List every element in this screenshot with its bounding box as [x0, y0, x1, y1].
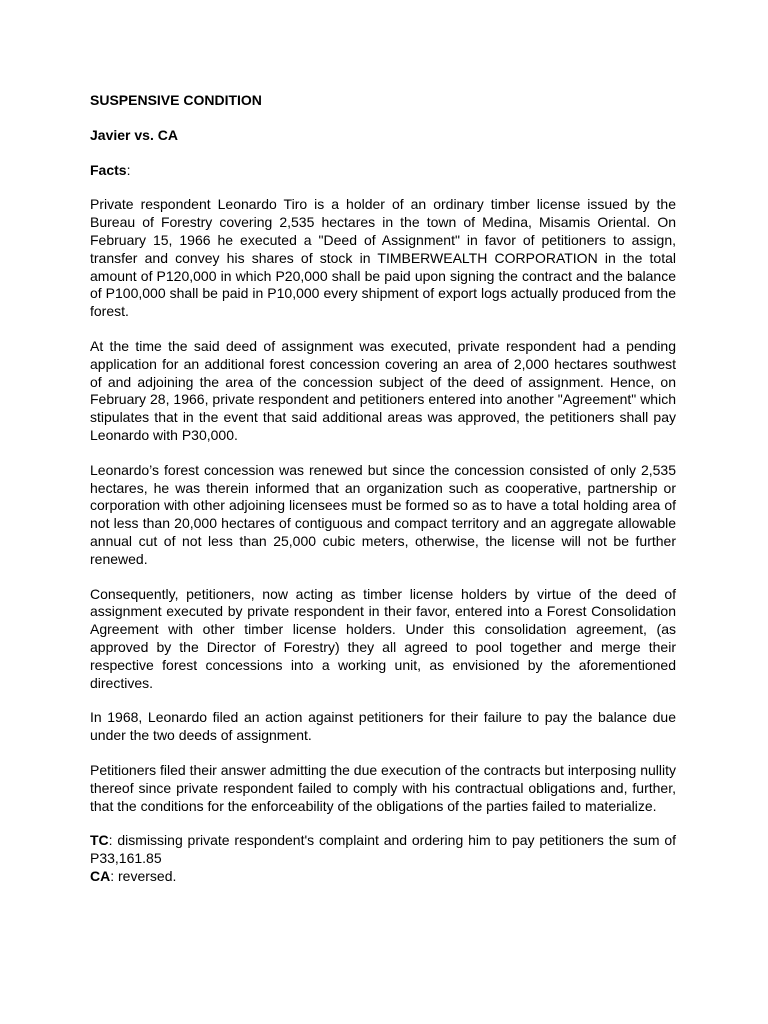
- facts-paragraph-1: Private respondent Leonardo Tiro is a holder of an ordinary timber license issued by the Bureau of Forestry covering 2,535 hectares in the town of Medina, Misamis Oriental. On February 15, 1966 he executed a "Deed of Assignment" in favor of petitioners to assign, transfer and convey his shares of stock in TIMBERWEALTH CORPORATION in the total amount of P120,000 in which P20,000 shall be paid upon signing the contract and the balance of P100,000 shall be paid in P10,000 every shipment of export logs actually produced from the forest.: [90, 196, 676, 320]
- tc-label: TC: [90, 832, 109, 849]
- facts-paragraph-6: Petitioners filed their answer admitting the due execution of the contracts but interposing nullity thereof since private respondent failed to comply with his contractual obligations and, further, that the conditions for the enforceability of the obligations of the parties failed to materialize.: [90, 761, 676, 814]
- tc-ruling: [90, 832, 676, 868]
- document-heading: SUSPENSIVE CONDITION: [90, 92, 262, 108]
- facts-colon: :: [126, 161, 131, 178]
- facts-paragraph-2: At the time the said deed of assignment was executed, private respondent had a pending application for an additional forest concession covering an area of 2,000 hectares southwest of and adjoining the area of the concession subject of the deed of assignment. Hence, on February 28, 1966, private respondent and petitioners entered into another "Agreement" which stipulates that in the event that said additional areas was approved, the petitioners shall pay Leonardo with P30,000.: [90, 337, 676, 443]
- facts-paragraph-3: Leonardo’s forest concession was renewed but since the concession consisted of only 2,535 hectares, he was therein informed that an organization such as cooperative, partnership or corporation with other adjoining licensees must be formed so as to have a total holding area of not less than 20,000 hectares of contiguous and compact territory and an aggregate allowable annual cut of not less than 25,000 cubic meters, otherwise, the license will not be further renewed.: [90, 461, 676, 567]
- ca-ruling: [90, 868, 676, 886]
- ca-text: : reversed.: [110, 867, 177, 884]
- tc-text: : dismissing private respondent's complaint and ordering him to pay petitioners the sum of P33,161.85: [90, 832, 676, 867]
- facts-label: Facts: [90, 161, 127, 178]
- case-title: Javier vs. CA: [90, 126, 178, 143]
- ca-label: CA: [90, 867, 111, 884]
- facts-paragraph-4: Consequently, petitioners, now acting as timber license holders by virtue of the deed of assignment executed by private respondent in their favor, entered into a Forest Consolidation Agreement with other timber license holders. Under this consolidation agreement, (as approved by the Director of Forestry) they all agreed to pool together and merge their respective forest concessions into a working unit, as envisioned by the aforementioned directives.: [90, 585, 676, 691]
- facts-paragraph-5: In 1968, Leonardo filed an action against petitioners for their failure to pay the balance due under the two deeds of assignment.: [90, 709, 676, 744]
- document-page: [90, 92, 676, 886]
- facts-label-line: [90, 162, 676, 180]
